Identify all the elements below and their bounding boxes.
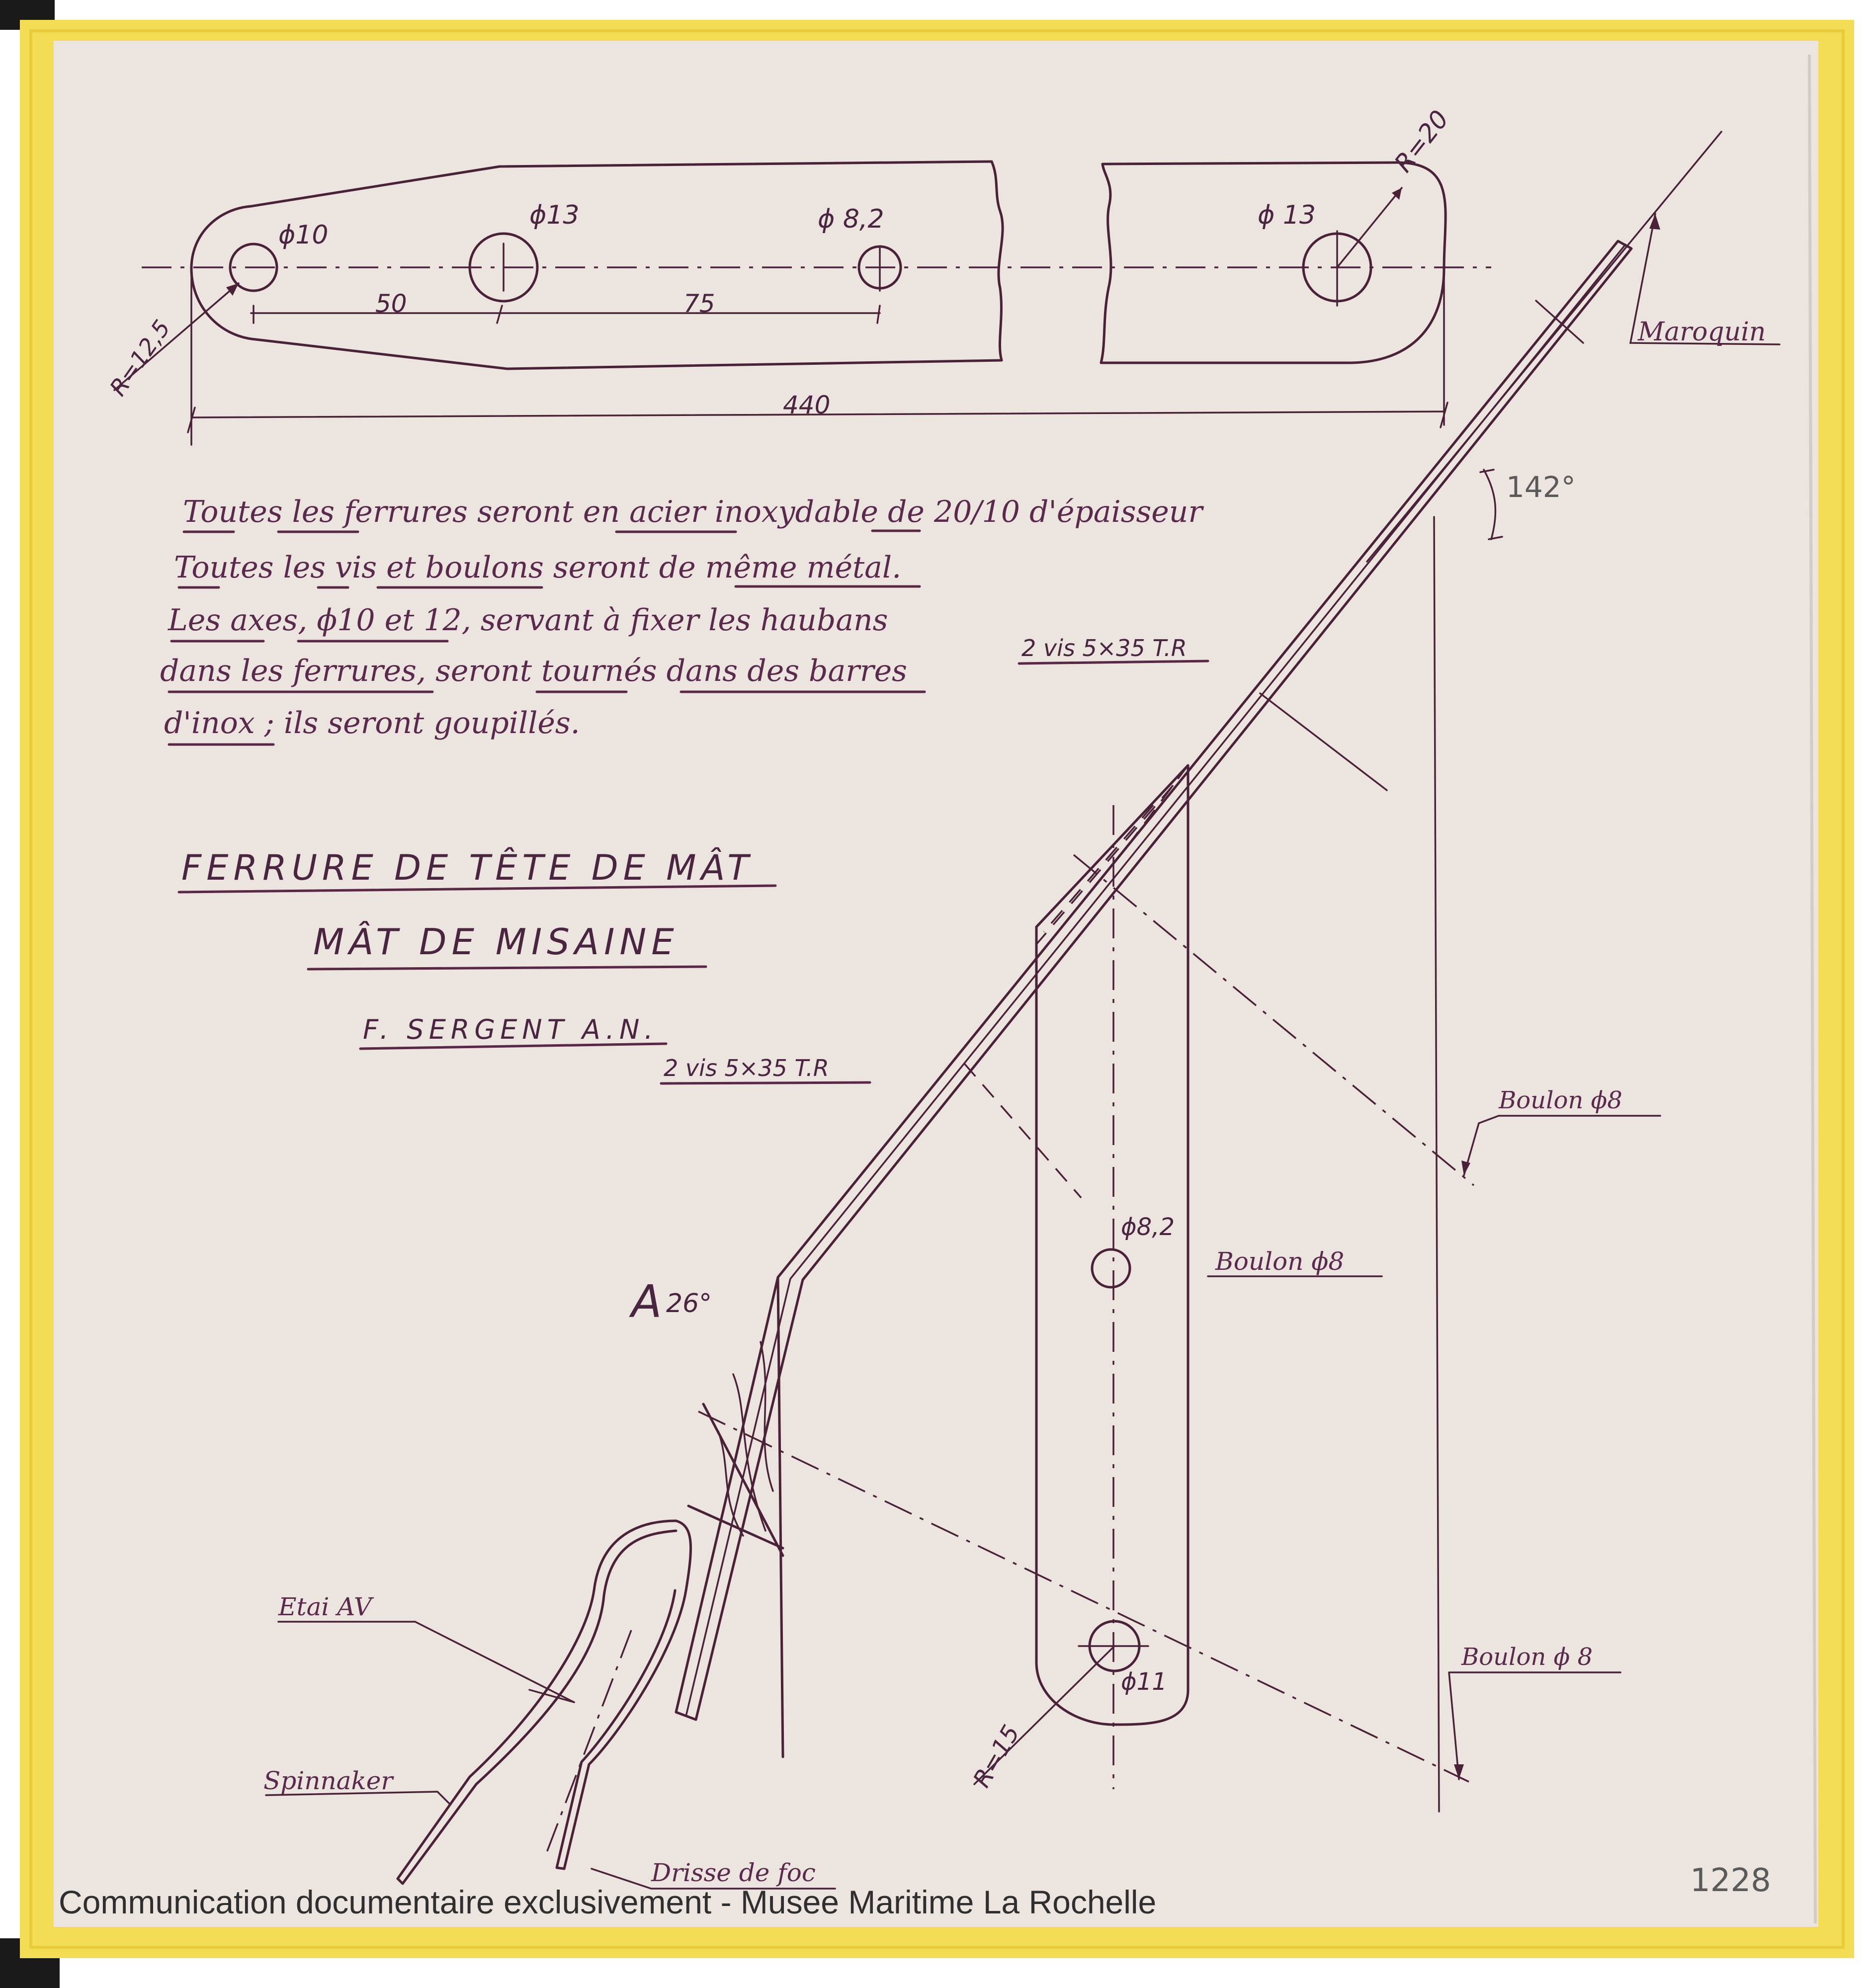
label-d10: ϕ10 <box>278 220 329 250</box>
label-maroquin: Maroquin <box>1638 317 1766 347</box>
label-d8-2: ϕ 8,2 <box>818 204 884 234</box>
label-etai: Etai AV <box>278 1592 372 1621</box>
label-vis-upper: 2 vis 5×35 T.R <box>1021 635 1187 662</box>
label-d13: ϕ13 <box>529 200 580 230</box>
label-d13-right: ϕ 13 <box>1258 200 1316 230</box>
label-r20: R=20 <box>1388 105 1454 178</box>
note-line-3: Les axes, ϕ10 et 12, servant à fixer les haubans <box>168 603 888 638</box>
vis-lower-underline <box>661 1082 870 1083</box>
label-a: A <box>631 1276 662 1328</box>
label-dim-75: 75 <box>683 289 715 318</box>
drawing-number: 1228 <box>1690 1862 1771 1899</box>
label-boulon-1: Boulon ϕ8 <box>1499 1086 1622 1114</box>
title-line-3: F. SERGENT A.N. <box>363 1014 658 1045</box>
label-vis-lower: 2 vis 5×35 T.R <box>664 1055 829 1081</box>
note-line-1: Toutes les ferrures seront en acier inoxydable de 20/10 d'épaisseur <box>183 495 1203 529</box>
label-d8-2-lower: ϕ8,2 <box>1121 1213 1175 1241</box>
note-line-2: Toutes les vis et boulons seront de même métal. <box>174 550 902 585</box>
label-boulon-3: Boulon ϕ 8 <box>1461 1643 1593 1671</box>
note-line-5: d'inox ; ils seront goupillés. <box>164 706 580 741</box>
label-drisse: Drisse de foc <box>651 1858 816 1887</box>
label-spinnaker: Spinnaker <box>263 1766 393 1795</box>
note-line-4: dans les ferrures, seront tournés dans des barres <box>160 654 907 688</box>
title-line-2: MÂT DE MISAINE <box>313 921 679 963</box>
label-d11: ϕ11 <box>1121 1668 1167 1696</box>
label-r15: R=15 <box>967 1720 1025 1792</box>
label-26-degrees: 26° <box>666 1289 712 1319</box>
footer-credit: Communication documentaire exclusivement - Musee Maritime La Rochelle <box>59 1884 1157 1920</box>
label-dim-50: 50 <box>375 289 407 318</box>
title-line-1: FERRURE DE TÊTE DE MÂT <box>181 847 754 888</box>
label-r12-5: R=12,5 <box>104 315 176 401</box>
label-dim-440: 440 <box>783 391 831 419</box>
label-angle-142: 142° <box>1506 470 1576 504</box>
label-boulon-2: Boulon ϕ8 <box>1215 1247 1345 1276</box>
